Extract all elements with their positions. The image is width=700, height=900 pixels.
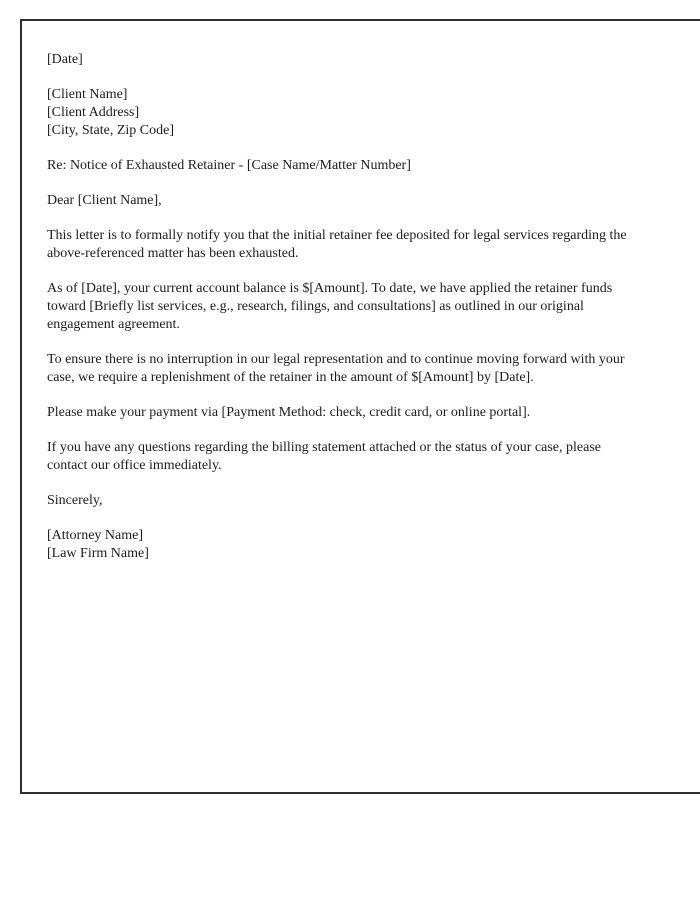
attorney-name: [Attorney Name] (47, 528, 144, 543)
recipient-block (47, 86, 632, 140)
recipient-city-state-zip: [City, State, Zip Code] (47, 123, 175, 138)
recipient-name: [Client Name] (47, 87, 128, 102)
law-firm-name: [Law Firm Name] (47, 546, 149, 561)
recipient-address: [Client Address] (47, 105, 140, 120)
signature-block (47, 527, 632, 563)
body-paragraph-5: If you have any questions regarding the billing statement attached or the status of your case, please contact our office immediately. (47, 440, 601, 473)
letter-page (20, 19, 700, 794)
body-paragraph-4: Please make your payment via [Payment Method: check, credit card, or online portal]. (47, 405, 531, 420)
closing: Sincerely, (47, 493, 103, 508)
body-paragraph-3: To ensure there is no interruption in our legal representation and to continue moving forward with your case, we require a replenishment of the retainer in the amount of $[Amount] by [Date]. (47, 352, 625, 385)
salutation: Dear [Client Name], (47, 193, 162, 208)
body-paragraph-1: This letter is to formally notify you that the initial retainer fee deposited for legal services regarding the above-referenced matter has been exhausted. (47, 228, 627, 261)
date-line: [Date] (47, 52, 83, 67)
subject-line: Re: Notice of Exhausted Retainer - [Case Name/Matter Number] (47, 158, 411, 173)
body-paragraph-2: As of [Date], your current account balance is $[Amount]. To date, we have applied the retainer funds toward [Briefly list services, e.g., research, filings, and consultations] as outlined in our original engagement agreement. (47, 281, 613, 332)
